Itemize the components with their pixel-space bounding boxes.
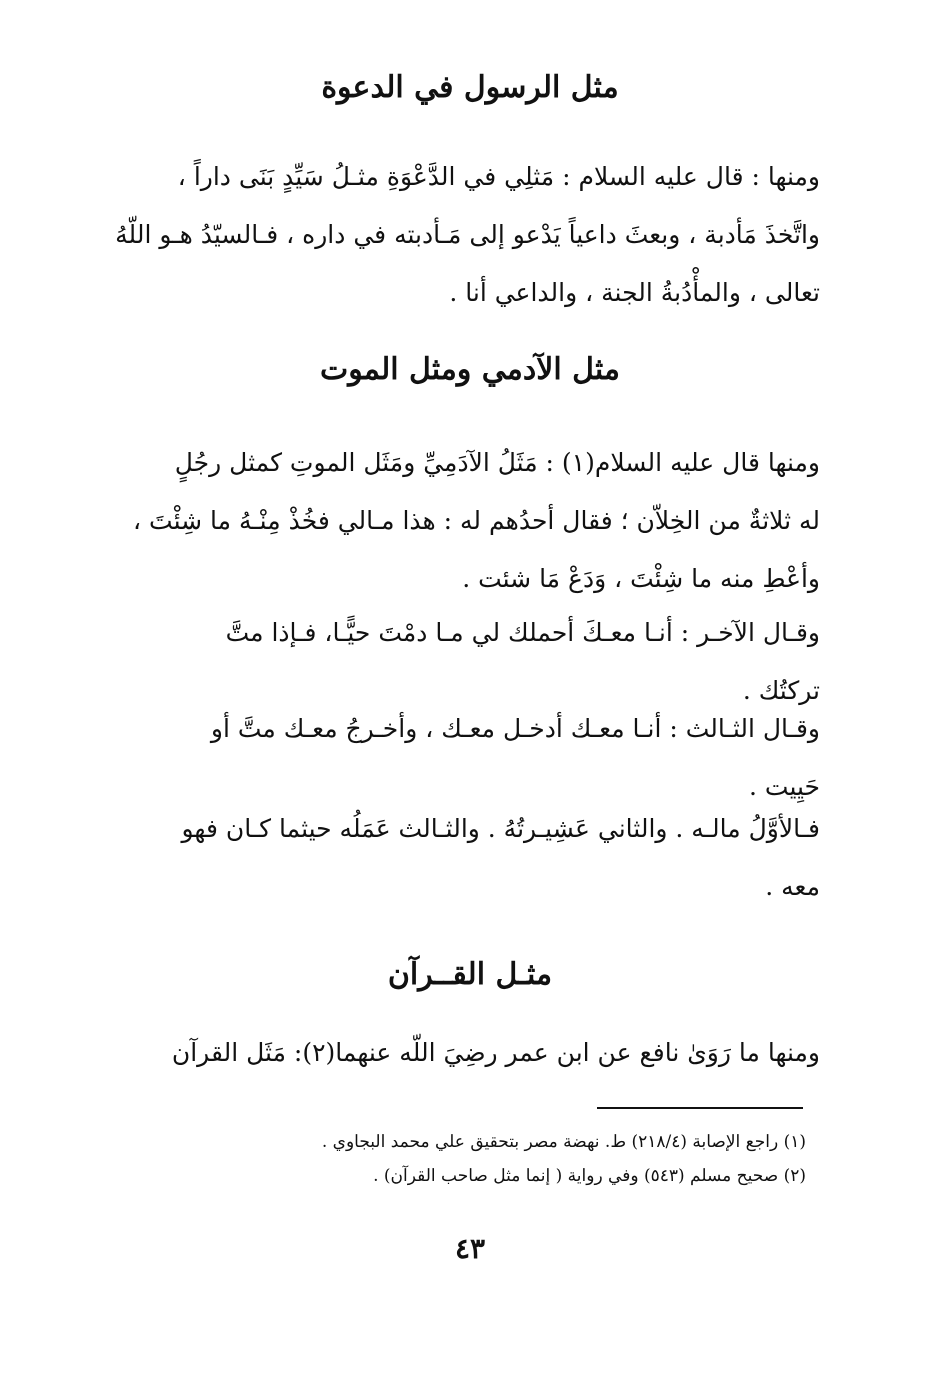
footnote-divider bbox=[597, 1107, 803, 1109]
text-line: ومنها : قال عليه السلام : مَثلِي في الدَّعْوَةِ مثـلُ سَيِّدٍ بَنَى داراً ، bbox=[177, 162, 820, 191]
text-line: تعالى ، والمأْدُبةُ الجنة ، والداعي أنا . bbox=[449, 278, 820, 307]
footnote-2: (٢) صحيح مسلم (٥٤٣) وفي رواية ( إنما مثل صاحب القرآن) . bbox=[373, 1166, 806, 1186]
paragraph-messenger bbox=[115, 148, 820, 322]
text-line: وقـال الثـالث : أنـا معـك أدخـل معـك ، وأخـرجُ معـك متَّ أو bbox=[210, 714, 820, 743]
text-line: وأعْطِ منه ما شِئْتَ ، وَدَعْ مَا شئت . bbox=[462, 564, 820, 593]
text-line: له ثلاثةٌ من الخِلاّن ؛ فقال أحدُهم له : هذا مـالي فخُذْ مِنْـهُ ما شِئْتَ ، bbox=[133, 506, 820, 535]
text-line: معه . bbox=[765, 872, 820, 901]
section-heading-human-death: مثل الآدمي ومثل الموت bbox=[320, 352, 620, 387]
text-line: فـالأوَّلُ مالـه . والثاني عَشِيـرتُهُ . والثـالث عَمَلُه حيثما كـان فهو bbox=[181, 814, 820, 843]
section-heading-messenger: مثل الرسول في الدعوة bbox=[321, 70, 619, 105]
text-line: وقـال الآخـر : أنـا معـكَ أحملك لي مـا دمْتَ حيًّـا، فـإذا متَّ bbox=[225, 618, 820, 647]
page-number: ٤٣ bbox=[454, 1232, 486, 1265]
footnote-1: (١) راجع الإصابة (٢١٨/٤) ط. نهضة مصر بتحقيق علي محمد البجاوي . bbox=[321, 1132, 806, 1152]
text-line: تركتُك . bbox=[742, 676, 820, 705]
section-heading-quran: مثـل القــرآن bbox=[387, 957, 553, 992]
paragraph-human-1 bbox=[120, 434, 820, 608]
paragraph-human-4 bbox=[120, 800, 820, 916]
footnotes bbox=[126, 1125, 806, 1193]
text-line: حَيِيت . bbox=[749, 772, 820, 801]
text-line: ومنها ما رَوَىٰ نافع عن ابن عمر رضِيَ اللّه عنهما(٢): مَثَل القرآن bbox=[171, 1038, 820, 1067]
paragraph-quran bbox=[120, 1024, 820, 1082]
text-line: ومنها قال عليه السلام(١) : مَثَلُ الآدَمِيِّ ومَثَل الموتِ كمثل رجُلٍ bbox=[174, 448, 820, 477]
text-line: واتَّخذَ مَأدبة ، وبعثَ داعياً يَدْعو إلى مَـأدبته في داره ، فـالسيّدُ هـو اللّهُ bbox=[115, 220, 820, 249]
paragraph-human-3 bbox=[120, 700, 820, 816]
